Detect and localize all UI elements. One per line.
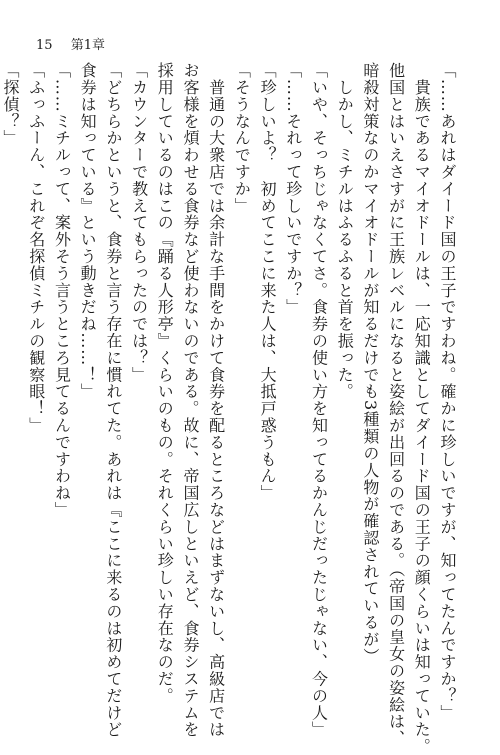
text-line: 食券は知っている』という動きだね……！」 <box>78 62 98 400</box>
text-line: 「どちらかというと、食券と言う存在に慣れてた。あれは『ここに来るのは初めてだけど <box>103 62 123 738</box>
text-line: 他国とはいえさすがに王族レベルになると姿絵が出回るのである。（帝国の皇女の姿絵は、 <box>386 62 406 747</box>
text-line: 「……ミチルって、案外そう言うところ見てるんですわね」 <box>52 62 72 519</box>
text-line: お客様を煩わせる食券など使わないのである。故に、帝国広しといえど、食券システムを <box>180 62 200 738</box>
text-line: 「そうなんですか」 <box>232 62 252 215</box>
text-line: 普通の大衆店では余計な手間をかけて食券を配るところなどはまずないし、高級店では <box>206 62 226 738</box>
text-line: 「いや、そっちじゃなくてさ。食券の使い方を知ってるかんじだったじゃない、今の人」 <box>309 62 329 738</box>
text-line: 「珍しいよ？ 初めてここに来た人は、大抵戸惑うもん」 <box>258 62 278 502</box>
text-line: 「探偵？」 <box>1 62 21 147</box>
chapter-title: 第1章 <box>70 38 105 53</box>
page-header <box>36 34 105 53</box>
text-line: 暗殺対策なのかマイオドールが知るだけでも3種類の人物が確認されているが） <box>360 62 380 665</box>
text-line: 「……あれはダイード国の王子ですわね。確かに珍しいですが、知ってたんですか？」 <box>438 62 457 722</box>
text-line: 貴族であるマイオドールは、一応知識としてダイード国の王子の顔くらいは知っていた。 <box>412 62 432 755</box>
text-line: しかし、ミチルはふるふると首を振った。 <box>335 62 355 400</box>
text-line: 「ふっふーん、これぞ名探偵ミチルの観察眼！」 <box>26 62 46 434</box>
body-text <box>1 62 460 755</box>
page-number: 15 <box>36 38 53 53</box>
text-line: 「……それって珍しいですか？」 <box>283 62 303 316</box>
text-line: 「カウンターで教えてもらったのでは？」 <box>129 62 149 384</box>
text-line: 採用しているのはこの『踊る人形亭』くらいのもの。それくらい珍しい存在なのだ。 <box>155 62 175 705</box>
